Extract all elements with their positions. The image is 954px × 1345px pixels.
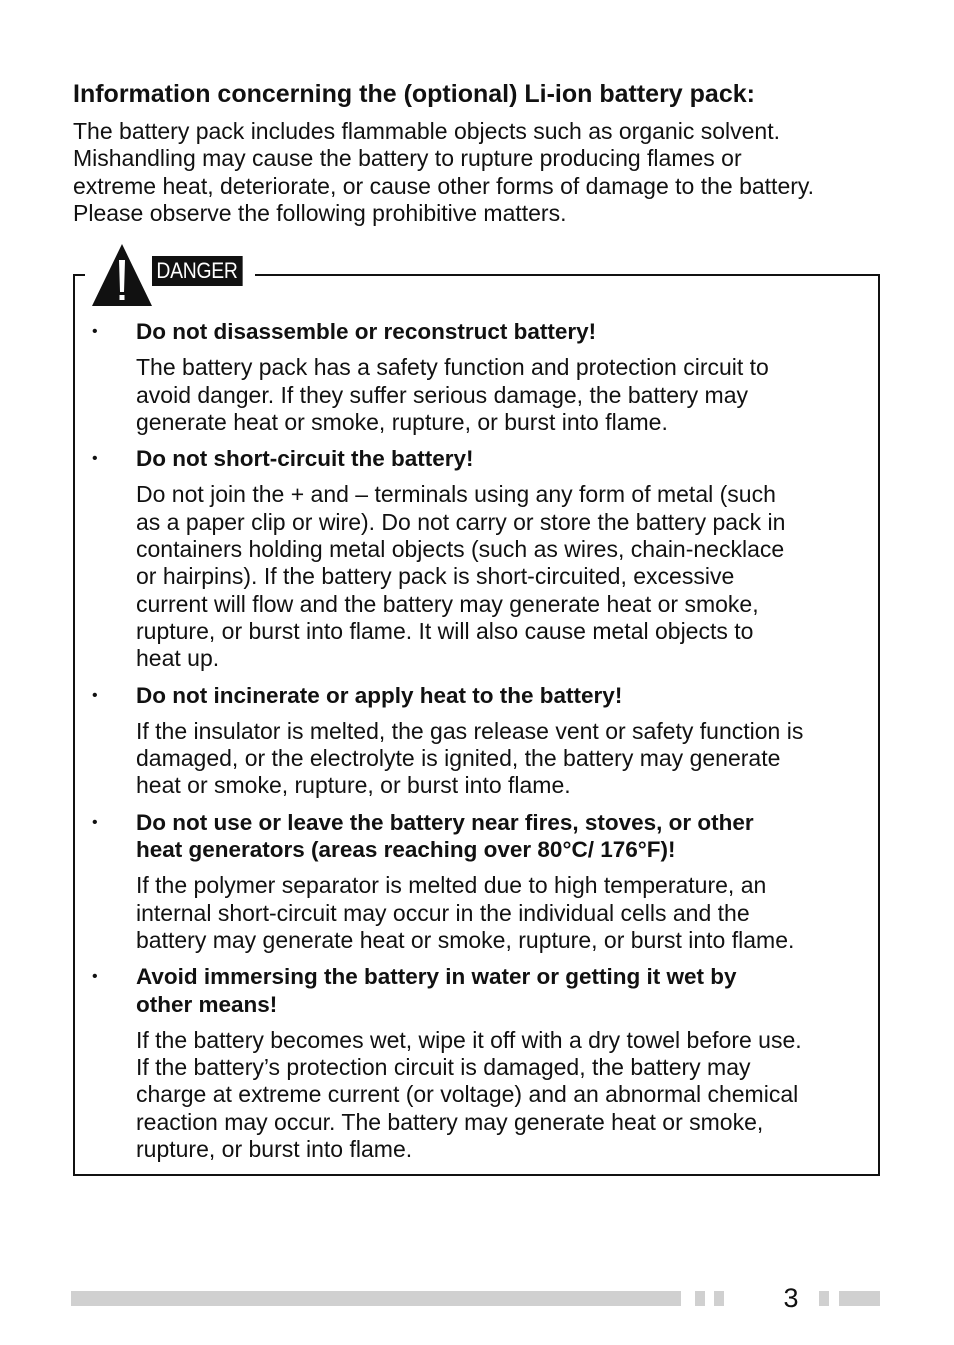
item-title [136, 963, 870, 1018]
footer-bar-end [839, 1291, 880, 1306]
item-body-line: generate heat or smoke, rupture, or burst into flame. [136, 408, 668, 435]
danger-header [85, 240, 255, 310]
item-body-line: If the battery’s protection circuit is damaged, the battery may [136, 1054, 751, 1081]
intro-paragraph [73, 118, 903, 227]
item-title-line: Avoid immersing the battery in water or getting it wet by [136, 964, 737, 990]
item-body-line: containers holding metal objects (such as wires, chain-necklace [136, 536, 785, 563]
list-item [90, 963, 870, 1163]
item-body-line: reaction may occur. The battery may generate heat or smoke, [136, 1108, 764, 1135]
intro-line: Mishandling may cause the battery to rupture producing flames or [73, 145, 742, 172]
item-body-line: If the polymer separator is melted due to high temperature, an [136, 872, 767, 899]
intro-line: extreme heat, deteriorate, or cause other forms of damage to the battery. [73, 172, 815, 199]
item-body-line: If the insulator is melted, the gas release vent or safety function is [136, 717, 804, 744]
item-body-line: rupture, or burst into flame. [136, 1136, 413, 1163]
item-title [136, 809, 870, 864]
item-body [136, 872, 870, 954]
section-heading: Information concerning the (optional) Li-ion battery pack: [73, 80, 755, 108]
bullet: • [92, 813, 98, 831]
item-body-line: current will flow and the battery may generate heat or smoke, [136, 590, 759, 617]
list-item [90, 318, 870, 436]
item-title-line: heat generators (areas reaching over 80°C/ 176°F)! [136, 837, 676, 863]
list-item [90, 445, 870, 672]
item-title [136, 445, 870, 472]
item-body [136, 718, 870, 800]
item-title [136, 318, 870, 345]
item-body-line: charge at extreme current (or voltage) and an abnormal chemical [136, 1081, 799, 1108]
list-item [90, 809, 870, 954]
item-body [136, 1027, 870, 1163]
intro-line: Please observe the following prohibitive matters. [73, 199, 567, 226]
item-body-line: as a paper clip or wire). Do not carry or store the battery pack in [136, 508, 786, 535]
bullet: • [92, 323, 98, 340]
footer-square [819, 1291, 829, 1306]
item-body [136, 354, 870, 436]
item-body-line: The battery pack has a safety function and protection circuit to [136, 354, 769, 381]
item-body-line: rupture, or burst into flame. It will also cause metal objects to [136, 617, 754, 644]
item-title-line: Do not incinerate or apply heat to the battery! [136, 682, 623, 708]
item-title-line: Do not short-circuit the battery! [136, 446, 474, 472]
list-item [90, 682, 870, 800]
item-title-line: other means! [136, 991, 278, 1017]
intro-line: The battery pack includes flammable objects such as organic solvent. [73, 118, 780, 144]
item-title [136, 682, 870, 709]
footer-square [714, 1291, 724, 1306]
item-title-line: Do not use or leave the battery near fires, stoves, or other [136, 809, 754, 835]
bullet: • [92, 968, 98, 986]
item-body-line: damaged, or the electrolyte is ignited, the battery may generate [136, 745, 781, 772]
page-number: 3 [783, 1283, 799, 1313]
danger-list [90, 318, 870, 1172]
warning-exclamation-icon [90, 242, 154, 308]
item-body-line: Do not join the + and – terminals using any form of metal (such [136, 481, 776, 508]
item-body-line: or hairpins). If the battery pack is short-circuited, excessive [136, 563, 735, 590]
item-body-line: heat up. [136, 645, 220, 672]
item-body [136, 481, 870, 672]
item-body-line: avoid danger. If they suffer serious damage, the battery may [136, 381, 748, 408]
item-body-line: If the battery becomes wet, wipe it off with a dry towel before use. [136, 1026, 802, 1053]
item-body-line: heat or smoke, rupture, or burst into flame. [136, 772, 571, 799]
item-body-line: battery may generate heat or smoke, rupture, or burst into flame. [136, 926, 795, 953]
bullet: • [92, 450, 98, 468]
footer-square [695, 1291, 705, 1306]
bullet: • [92, 686, 98, 704]
danger-label: DANGER [152, 256, 243, 286]
item-title-line: Do not disassemble or reconstruct battery! [136, 319, 597, 344]
item-body-line: internal short-circuit may occur in the individual cells and the [136, 899, 750, 926]
footer-bar [71, 1291, 681, 1306]
